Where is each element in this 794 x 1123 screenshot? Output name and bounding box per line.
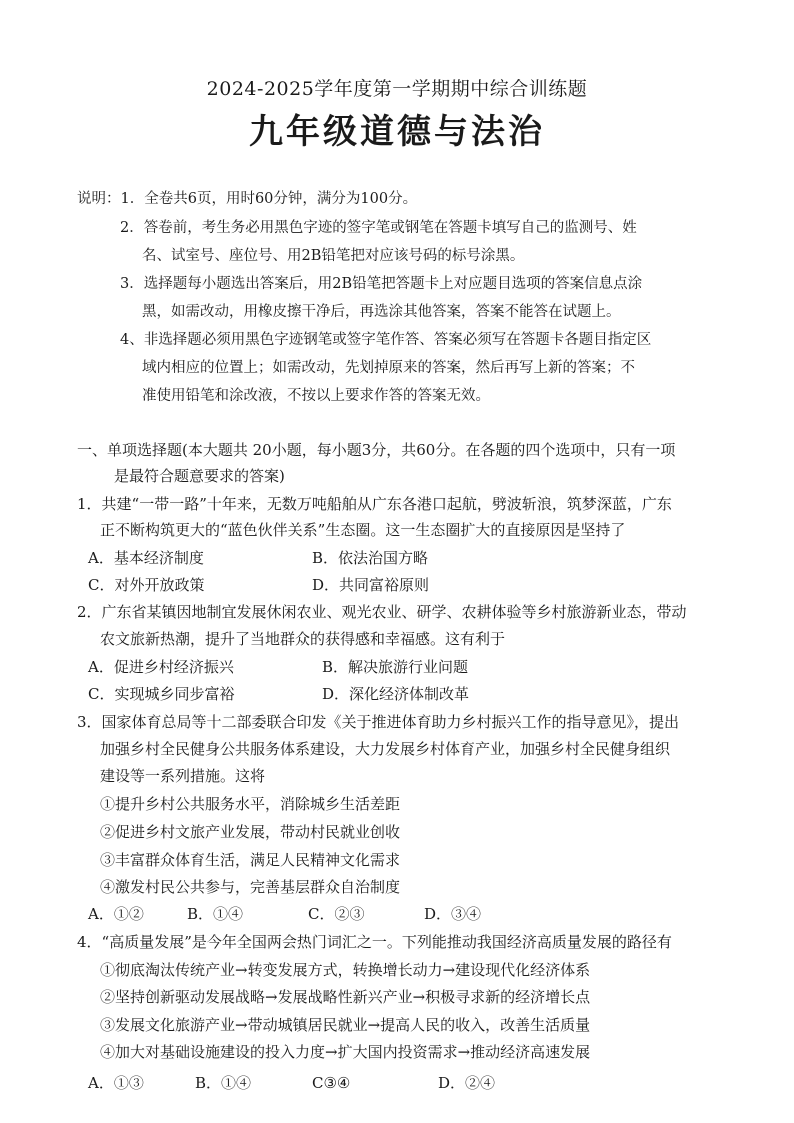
option-a: A．基本经济制度 bbox=[88, 549, 204, 567]
instruction-line: 说明：1．全卷共6页，用时60分钟，满分为100分。 bbox=[77, 191, 418, 207]
question-stem: 3．国家体育总局等十二部委联合印发《关于推进体育助力乡村振兴工作的指导意见》，提出 bbox=[77, 713, 680, 731]
statement: ②促进乡村文旅产业发展，带动村民就业创收 bbox=[100, 823, 401, 841]
option-d: D．③④ bbox=[424, 905, 482, 923]
option-a: A．促进乡村经济振兴 bbox=[88, 658, 234, 676]
instruction-line: 名、试室号、座位号、用2B铅笔把对应该号码的标号涂黑。 bbox=[142, 248, 525, 264]
instruction-line: 域内相应的位置上；如需改动，先划掉原来的答案，然后再写上新的答案；不 bbox=[142, 360, 635, 376]
question-stem: 农文旅新热潮，提升了当地群众的获得感和幸福感。这有利于 bbox=[100, 630, 506, 648]
option-d: D．②④ bbox=[438, 1074, 496, 1092]
option-d: D．共同富裕原则 bbox=[312, 576, 430, 594]
statement: ①提升乡村公共服务水平，消除城乡生活差距 bbox=[100, 795, 401, 813]
instruction-line: 2．答卷前，考生务必用黑色字迹的签字笔或钢笔在答题卡填写自己的监测号、姓 bbox=[120, 220, 637, 236]
option-c: C．实现城乡同步富裕 bbox=[88, 685, 235, 703]
option-b: B．①④ bbox=[187, 905, 244, 923]
section-heading-line: 一、单项选择题(本大题共 20小题，每小题3分，共60分。在各题的四个选项中，只有一项 bbox=[77, 441, 676, 459]
instruction-line: 准使用铅笔和涂改液，不按以上要求作答的答案无效。 bbox=[142, 388, 490, 404]
statement: ①彻底淘汰传统产业→转变发展方式，转换增长动力→建设现代化经济体系 bbox=[100, 961, 591, 979]
question-stem: 正不断构筑更大的“蓝色伙伴关系”生态圈。这一生态圈扩大的直接原因是坚持了 bbox=[100, 521, 626, 539]
instruction-line: 3．选择题每小题选出答案后，用2B铅笔把答题卡上对应题目选项的答案信息点涂 bbox=[120, 276, 643, 292]
subject-title: 九年级道德与法治 bbox=[249, 112, 545, 152]
statement: ③丰富群众体育生活，满足人民精神文化需求 bbox=[100, 851, 401, 869]
question-stem: 2．广东省某镇因地制宜发展休闲农业、观光农业、研学、农耕体验等乡村旅游新业态，带动 bbox=[77, 603, 687, 621]
option-b: B．①④ bbox=[195, 1074, 252, 1092]
option-b: B．依法治国方略 bbox=[312, 549, 429, 567]
option-c: C．对外开放政策 bbox=[88, 576, 205, 594]
question-stem: 建设等一系列措施。这将 bbox=[100, 767, 266, 785]
section-heading-line: 是最符合题意要求的答案) bbox=[114, 467, 285, 485]
option-d: D．深化经济体制改革 bbox=[322, 685, 470, 703]
statement: ④加大对基础设施建设的投入力度→扩大国内投资需求→推动经济高速发展 bbox=[100, 1043, 591, 1061]
question-stem: 1．共建“一带一路”十年来，无数万吨船舶从广东各港口起航，劈波斩浪，筑梦深蓝，广东 bbox=[77, 495, 672, 513]
statement: ④激发村民公共参与，完善基层群众自治制度 bbox=[100, 878, 401, 896]
option-a: A．①③ bbox=[88, 1074, 144, 1092]
question-stem: 4．“高质量发展”是今年全国两会热门词汇之一。下列能推动我国经济高质量发展的路径有 bbox=[77, 933, 672, 951]
option-a: A．①② bbox=[88, 905, 144, 923]
option-b: B．解决旅游行业问题 bbox=[322, 658, 469, 676]
option-c: C．②③ bbox=[308, 905, 365, 923]
exam-title: 2024-2025学年度第一学期期中综合训练题 bbox=[206, 78, 588, 100]
statement: ②坚持创新驱动发展战略→发展战略性新兴产业→积极寻求新的经济增长点 bbox=[100, 988, 591, 1006]
statement: ③发展文化旅游产业→带动城镇居民就业→提高人民的收入，改善生活质量 bbox=[100, 1016, 591, 1034]
question-stem: 加强乡村全民健身公共服务体系建设，大力发展乡村体育产业，加强乡村全民健身组织 bbox=[100, 740, 671, 758]
option-c: C③④ bbox=[312, 1074, 351, 1092]
instruction-line: 黑，如需改动，用橡皮擦干净后，再选涂其他答案，答案不能答在试题上。 bbox=[142, 304, 621, 320]
instruction-line: 4、非选择题必须用黑色字迹钢笔或签字笔作答、答案必须写在答题卡各题目指定区 bbox=[120, 332, 652, 348]
